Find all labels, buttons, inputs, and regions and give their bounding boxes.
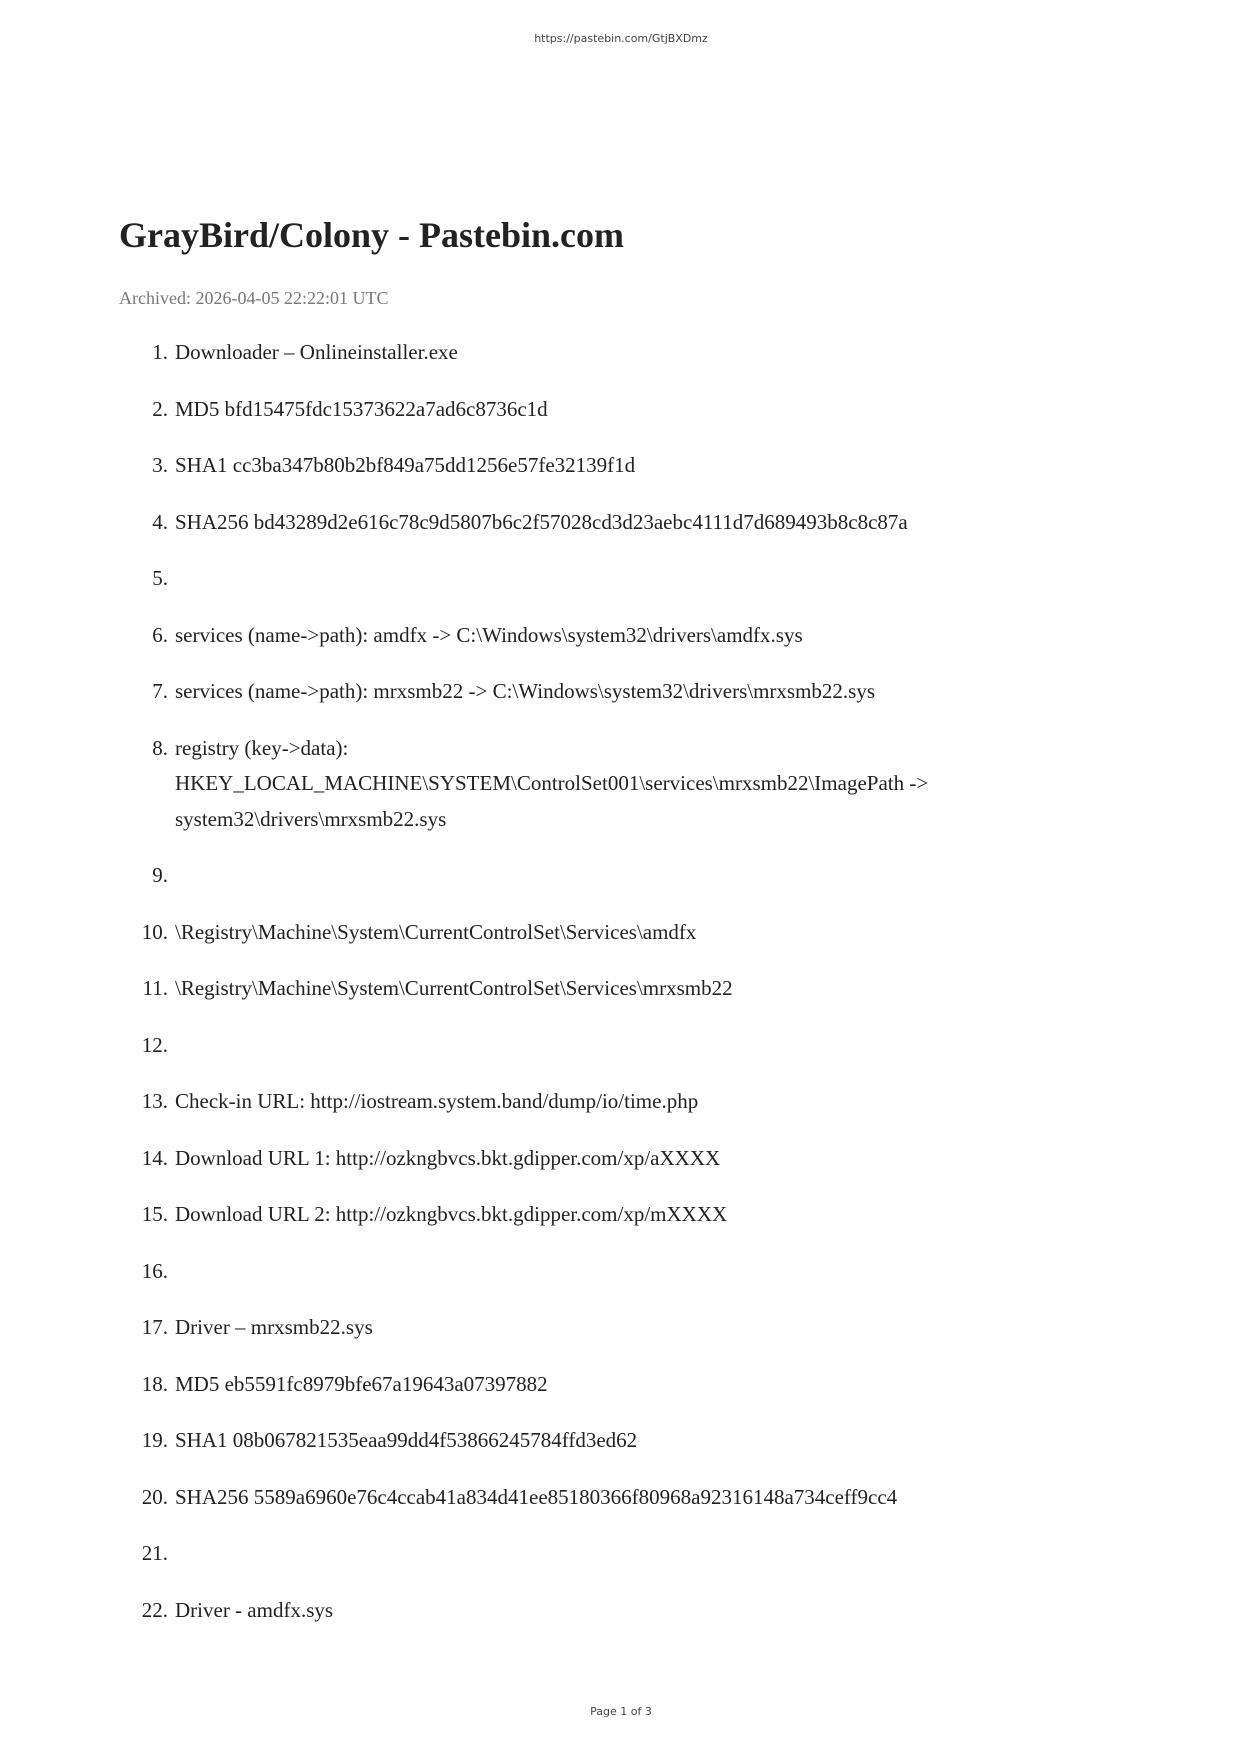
- paste-line: [0, 971, 1242, 1007]
- line-number: 2.: [152, 396, 168, 421]
- paste-line: [0, 561, 1242, 597]
- page-number: Page 1 of 3: [590, 1705, 652, 1718]
- paste-line: [0, 1254, 1242, 1290]
- line-number: 7.: [152, 679, 168, 703]
- paste-line: [0, 858, 1242, 894]
- line-number: 13.: [141, 1089, 168, 1113]
- line-text: Driver - amdfx.sys: [175, 1597, 334, 1622]
- line-text: MD5 eb5591fc8979bfe67a19643a07397882: [175, 1371, 548, 1396]
- paste-line: [0, 1367, 1242, 1403]
- line-text: MD5 bfd15475fdc15373622a7ad6c8736c1d: [175, 396, 548, 421]
- paste-line: [0, 1310, 1242, 1346]
- paste-line: [0, 1197, 1242, 1233]
- line-number: 3.: [152, 453, 168, 477]
- line-text: Download URL 1: http://ozkngbvcs.bkt.gdipper.com/xp/aXXXX: [175, 1145, 721, 1170]
- line-number: 1.: [152, 340, 168, 364]
- page-title: GrayBird/Colony - Pastebin.com: [119, 215, 624, 255]
- line-text: Download URL 2: http://ozkngbvcs.bkt.gdipper.com/xp/mXXXX: [175, 1202, 728, 1226]
- line-text: Driver – mrxsmb22.sys: [175, 1315, 373, 1339]
- paste-line: [0, 448, 1242, 484]
- line-number: 10.: [141, 919, 168, 944]
- line-text: registry (key->data): HKEY_LOCAL_MACHINE\SYSTEM\ControlSet001\services\mrxsmb22\ImagePath -> system32\drivers\mrxsmb22.sys: [175, 735, 929, 831]
- line-number: 8.: [152, 735, 168, 760]
- line-number: 9.: [152, 863, 168, 887]
- paste-line: [0, 618, 1242, 654]
- page-url: https://pastebin.com/GtjBXDmz: [534, 32, 708, 45]
- line-number: 21.: [141, 1541, 168, 1565]
- paste-line: [0, 915, 1242, 951]
- line-number: 17.: [141, 1315, 168, 1339]
- line-number: 14.: [141, 1145, 168, 1170]
- line-text: Check-in URL: http://iostream.system.band/dump/io/time.php: [175, 1089, 699, 1113]
- line-number: 18.: [141, 1371, 168, 1396]
- paste-line: [0, 731, 1242, 838]
- line-text: services (name->path): amdfx -> C:\Windows\system32\drivers\amdfx.sys: [175, 622, 803, 647]
- line-text: \Registry\Machine\System\CurrentControlSet\Services\mrxsmb22: [175, 976, 733, 1000]
- line-number: 20.: [141, 1484, 168, 1509]
- line-text: Downloader – Onlineinstaller.exe: [175, 340, 458, 364]
- line-number: 5.: [152, 566, 168, 590]
- paste-lines: [0, 335, 1242, 1649]
- paste-line: [0, 674, 1242, 710]
- line-text: SHA256 bd43289d2e616c78c9d5807b6c2f57028cd3d23aebc4111d7d689493b8c8c87a: [175, 509, 908, 534]
- paste-line: [0, 1536, 1242, 1572]
- paste-line: [0, 1593, 1242, 1629]
- line-number: 22.: [141, 1597, 168, 1622]
- paste-line: [0, 1141, 1242, 1177]
- paste-line: [0, 335, 1242, 371]
- archived-timestamp: Archived: 2026-04-05 22:22:01 UTC: [119, 288, 389, 308]
- paste-line: [0, 392, 1242, 428]
- line-text: SHA256 5589a6960e76c4ccab41a834d41ee85180366f80968a92316148a734ceff9cc4: [175, 1484, 898, 1509]
- line-text: \Registry\Machine\System\CurrentControlSet\Services\amdfx: [175, 919, 697, 944]
- line-number: 11.: [142, 976, 168, 1000]
- line-text: services (name->path): mrxsmb22 -> C:\Windows\system32\drivers\mrxsmb22.sys: [175, 679, 876, 703]
- paste-line: [0, 1480, 1242, 1516]
- paste-line: [0, 1028, 1242, 1064]
- paste-line: [0, 1084, 1242, 1120]
- line-number: 6.: [152, 622, 168, 647]
- line-number: 19.: [141, 1428, 168, 1452]
- line-text: SHA1 cc3ba347b80b2bf849a75dd1256e57fe32139f1d: [175, 453, 636, 477]
- line-number: 15.: [141, 1202, 168, 1226]
- paste-line: [0, 505, 1242, 541]
- line-number: 12.: [141, 1032, 168, 1057]
- line-text: SHA1 08b067821535eaa99dd4f53866245784ffd3ed62: [175, 1428, 638, 1452]
- line-number: 4.: [152, 509, 168, 534]
- paste-line: [0, 1423, 1242, 1459]
- line-number: 16.: [141, 1258, 168, 1283]
